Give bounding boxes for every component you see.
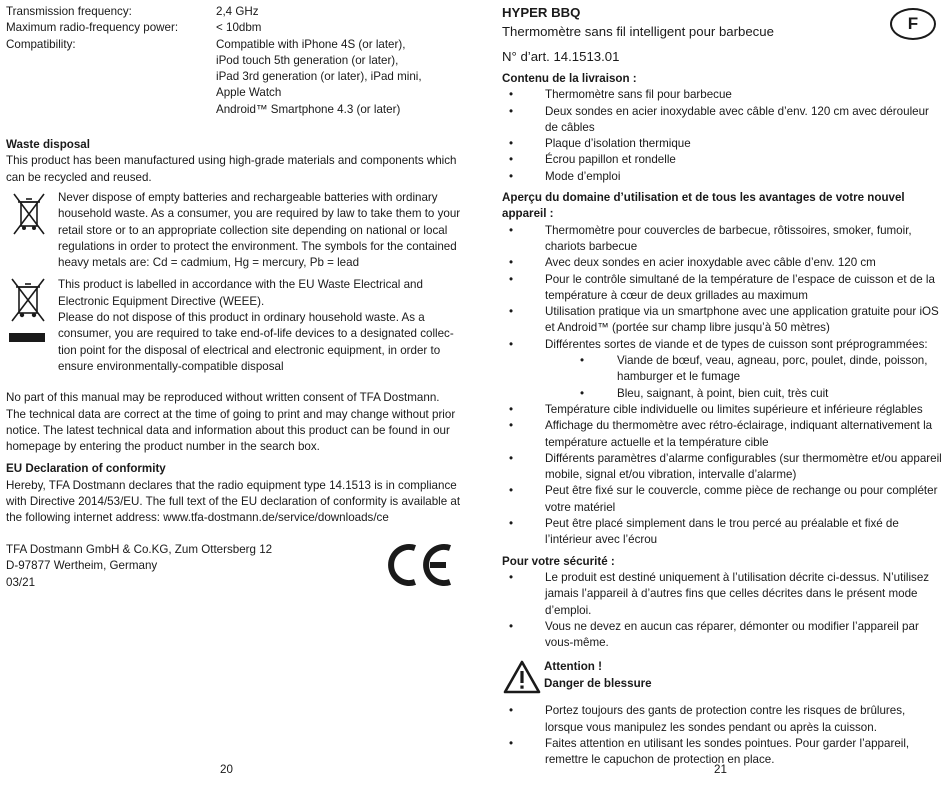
crossed-bin-battery-icon bbox=[6, 190, 58, 271]
spec-value: < 10dbm bbox=[216, 21, 262, 35]
list-item: • Le produit est destiné uniquement à l’utilisation décrite ci-dessus. N’utilisez jamais l’appareil à d’autres fins que celles décrites dans le présent mode d’emploi. bbox=[502, 570, 942, 619]
language-badge: F bbox=[890, 8, 936, 40]
spec-label bbox=[6, 102, 216, 118]
spec-row bbox=[6, 69, 461, 85]
overview-sub-list bbox=[502, 353, 942, 402]
address-block bbox=[6, 542, 272, 591]
list-item: • Thermomètre sans fil pour barbecue bbox=[502, 87, 942, 103]
safety-list bbox=[502, 570, 942, 651]
address-line: TFA Dostmann GmbH & Co.KG, Zum Ottersberg 12 bbox=[6, 543, 273, 556]
list-item: • Différentes sortes de viande et de types de cuisson sont préprogrammées: bbox=[502, 337, 942, 353]
spec-row bbox=[6, 85, 461, 101]
spec-label bbox=[6, 69, 216, 85]
waste-section bbox=[6, 137, 461, 186]
battery-disposal-block bbox=[6, 190, 461, 271]
address-line: 03/21 bbox=[6, 575, 36, 589]
weee-text-group bbox=[58, 277, 461, 375]
article-number: N° d’art. 14.1513.01 bbox=[502, 49, 620, 64]
waste-title: Waste disposal bbox=[6, 138, 90, 152]
page-number: 21 bbox=[714, 763, 727, 776]
spec-label bbox=[6, 53, 216, 69]
spec-row bbox=[6, 102, 461, 118]
spec-value: Compatible with iPhone 4S (or later), bbox=[216, 37, 406, 51]
list-item: • Différents paramètres d’alarme configurables (sur thermomètre et/ou appareil mobile, signal et/ou vibration, intervalle d’alarme) bbox=[502, 451, 942, 484]
address-line: D-97877 Wertheim, Germany bbox=[6, 559, 158, 573]
list-item: • Mode d’emploi bbox=[502, 169, 942, 185]
warning-line: Danger de blessure bbox=[544, 676, 652, 690]
spec-value: Apple Watch bbox=[216, 86, 282, 100]
warning-text bbox=[542, 659, 652, 692]
product-subtitle: Thermomètre sans fil intelligent pour barbecue bbox=[502, 24, 774, 39]
spec-value: Android™ Smartphone 4.3 (or later) bbox=[216, 102, 401, 116]
product-title: HYPER BBQ bbox=[502, 5, 581, 20]
reproduce-notice: No part of this manual may be reproduced without written consent of TFA Dostmann. The technical data are correct at the time of going to print and may change without prior notice. The latest technical data and information about this product can be found in our homepage by entering the product number in the search box. bbox=[6, 391, 456, 454]
spec-table bbox=[6, 4, 461, 118]
sub-list-item: • Viande de bœuf, veau, agneau, porc, poulet, dinde, poisson, hamburger et le fumage bbox=[502, 353, 942, 386]
delivery-list bbox=[502, 87, 942, 185]
safety-section bbox=[502, 554, 942, 652]
list-item: • Utilisation pratique via un smartphone avec une application gratuite pour iOS et Android™ (portée sur champ libre jusqu’à 50 mètres) bbox=[502, 304, 942, 337]
spec-row bbox=[6, 53, 461, 69]
delivery-section bbox=[502, 71, 942, 185]
spec-label bbox=[6, 85, 216, 101]
list-item: • Vous ne devez en aucun cas réparer, démonter ou modifier l’appareil par vous-même. bbox=[502, 619, 942, 652]
weee-block bbox=[6, 277, 461, 375]
spec-label: Compatibility: bbox=[6, 37, 76, 51]
warning-triangle-icon bbox=[502, 659, 542, 695]
eu-section bbox=[6, 461, 461, 526]
weee-text-2: Please do not dispose of this product in ordinary household waste. As a consumer, you are required to take end-of-life devices to a designated collec-tion point for the disposal of electrical and electronic equipment, in order to ensure environmentally-compatible disposal bbox=[58, 311, 454, 373]
spec-value: iPod touch 5th generation (or later), bbox=[216, 53, 399, 67]
list-item: • Portez toujours des gants de protection contre les risques de brûlures, lorsque vous manipulez les sondes pendant ou après la cuisson. bbox=[502, 703, 942, 736]
eu-title: EU Declaration of conformity bbox=[6, 462, 166, 476]
eu-text: Hereby, TFA Dostmann declares that the radio equipment type 14.1513 is in compliance with Directive 2014/53/EU. The full text of the EU declaration of conformity is available at the following internet address: www.tfa-dostmann.de/service/downloads/ce bbox=[6, 478, 461, 525]
spec-label: Transmission frequency: bbox=[6, 5, 132, 18]
safety-title: Pour votre sécurité : bbox=[502, 554, 615, 568]
page-number: 20 bbox=[220, 763, 233, 776]
product-header bbox=[502, 4, 942, 66]
list-item: • Peut être fixé sur le couvercle, comme pièce de rechange ou pour compléter votre matériel bbox=[502, 483, 942, 516]
list-item: • Peut être placé simplement dans le trou percé au préalable et fixé de l’intérieur avec l’écrou bbox=[502, 516, 942, 549]
spec-value: 2,4 GHz bbox=[216, 5, 259, 18]
spec-label: Maximum radio-frequency power: bbox=[6, 21, 179, 35]
list-item: • Plaque d’isolation thermique bbox=[502, 136, 942, 152]
warning-block bbox=[502, 659, 942, 695]
overview-list bbox=[502, 223, 942, 353]
ce-mark-icon bbox=[384, 540, 456, 590]
waste-text: This product has been manufactured using high-grade materials and components which can be recycled and reused. bbox=[6, 154, 457, 184]
list-item: • Deux sondes en acier inoxydable avec câble d’env. 120 cm avec dérouleur de câbles bbox=[502, 104, 942, 137]
list-item: • Affichage du thermomètre avec rétro-éclairage, indiquant alternativement la température actuelle et la température cible bbox=[502, 418, 942, 451]
overview-section bbox=[502, 190, 942, 549]
warning-line: Attention ! bbox=[544, 660, 602, 674]
spec-value: iPad 3rd generation (or later), iPad mini, bbox=[216, 70, 422, 84]
warning-list bbox=[502, 703, 942, 768]
overview-list-continued bbox=[502, 402, 942, 549]
list-item: • Pour le contrôle simultané de la température de l’espace de cuisson et de la température à cœur de deux grillades au maximum bbox=[502, 272, 942, 305]
delivery-title: Contenu de la livraison : bbox=[502, 72, 637, 85]
spec-row bbox=[6, 4, 461, 20]
spec-row bbox=[6, 20, 461, 36]
right-page bbox=[502, 0, 942, 785]
battery-disposal-text: Never dispose of empty batteries and rechargeable batteries with ordinary household waste. As a consumer, you are required by law to take them to your retail store or to an appropriate collection site depending on national or local regulations in order to protect the environment. The symbols for the contained heavy metals are: Cd = cadmium, Hg = mercury, Pb = lead bbox=[58, 190, 461, 270]
left-page bbox=[6, 0, 461, 785]
spec-row bbox=[6, 37, 461, 53]
list-item: • Faites attention en utilisant les sondes pointues. Pour garder l’appareil, remettre le capuchon de protection en place. bbox=[502, 736, 942, 769]
list-item: • Température cible individuelle ou limites supérieure et inférieure réglables bbox=[502, 402, 942, 418]
list-item: • Écrou papillon et rondelle bbox=[502, 152, 942, 168]
sub-list-item: • Bleu, saignant, à point, bien cuit, très cuit bbox=[502, 386, 942, 402]
list-item: • Thermomètre pour couvercles de barbecue, rôtissoires, smoker, fumoir, chariots barbecue bbox=[502, 223, 942, 256]
weee-text-1: This product is labelled in accordance with the EU Waste Electrical and Electronic Equipment Directive (WEEE). bbox=[58, 278, 423, 308]
crossed-bin-weee-icon bbox=[6, 277, 58, 375]
list-item: • Avec deux sondes en acier inoxydable avec câble d’env. 120 cm bbox=[502, 255, 942, 271]
overview-title: Aperçu du domaine d’utilisation et de tous les avantages de votre nouvel appareil : bbox=[502, 191, 905, 221]
